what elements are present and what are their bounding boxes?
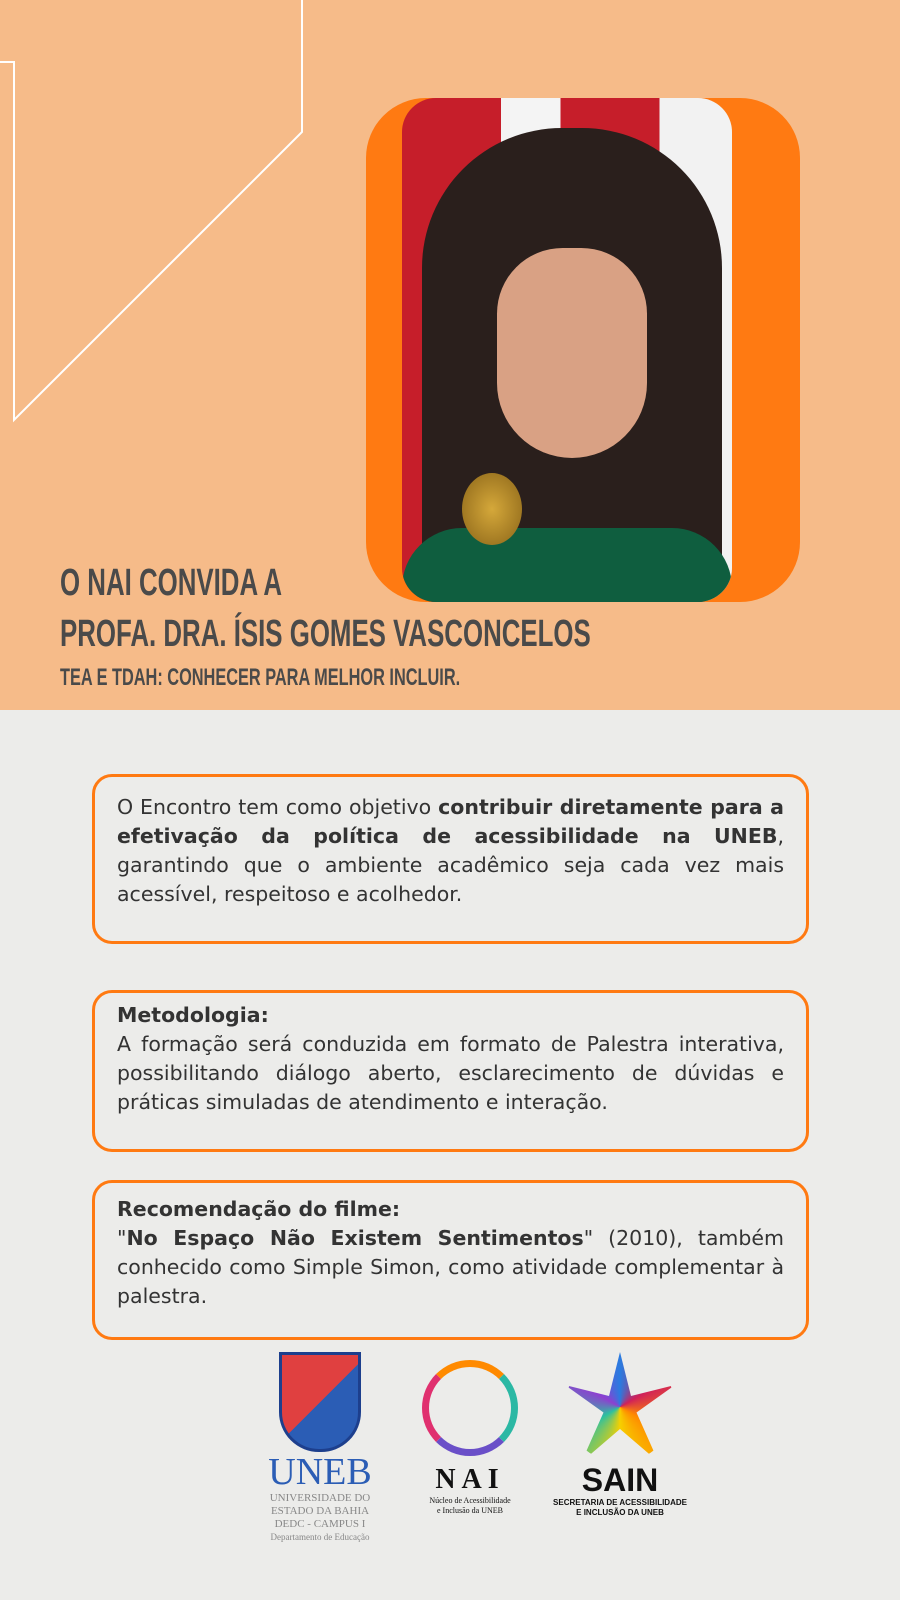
sain-hands-icon (565, 1352, 675, 1462)
uneb-line2: ESTADO DA BAHIA (270, 1505, 370, 1517)
nai-line1: Núcleo de Acessibilidade (429, 1496, 511, 1505)
methodology-box (92, 990, 809, 1152)
uneb-line1: UNIVERSIDADE DO (269, 1492, 371, 1504)
film-heading: Recomendação do filme: (117, 1197, 401, 1221)
methodology-text: A formação será conduzida em formato de Palestra interativa, possibilitando diálogo aberto, esclarecimento de dúvidas e práticas simuladas de atendimento e interação. (117, 1032, 784, 1114)
objective-box (92, 774, 809, 944)
nai-logo (410, 1352, 530, 1516)
sain-logo (550, 1352, 690, 1518)
speaker-name: PROFA. DRA. ÍSIS GOMES VASCONCELOS (60, 613, 591, 655)
uneb-line3: DEDC - CAMPUS I (274, 1518, 366, 1530)
nai-name: NAI (435, 1464, 505, 1495)
methodology-heading: Metodologia: (117, 1003, 269, 1027)
nai-ring-icon (422, 1360, 518, 1456)
logos-footer (0, 1352, 900, 1592)
uneb-name: UNEB (268, 1451, 372, 1493)
talk-title: TEA E TDAH: CONHECER PARA MELHOR INCLUIR. (60, 664, 461, 691)
sain-line1: SECRETARIA DE ACESSIBILIDADE (553, 1498, 687, 1507)
objective-text: O Encontro tem como objetivo (117, 795, 439, 819)
sain-name: SAIN (581, 1462, 659, 1498)
uneb-crest-icon (279, 1352, 361, 1452)
quote-mark: " (117, 1226, 127, 1250)
nai-line2: e Inclusão da UNEB (437, 1506, 503, 1515)
sain-line2: E INCLUSÃO DA UNEB (576, 1508, 664, 1517)
objective-bold: contribuir diretamente para a efetivação da política de acessibilidade na UNEB (117, 795, 784, 848)
objective-text-end: , garantindo que o ambiente acadêmico seja cada vez mais acessível, respeitoso e acolhedor. (117, 824, 784, 906)
film-box (92, 1180, 809, 1340)
uneb-line4: Departamento de Educação (270, 1532, 370, 1542)
uneb-logo (250, 1352, 390, 1544)
invite-heading: O NAI CONVIDA A (60, 562, 283, 604)
film-title: No Espaço Não Existem Sentimentos (126, 1226, 584, 1250)
film-text: " (2010), também conhecido como Simple Simon, como atividade complementar à palestra. (117, 1226, 784, 1308)
header-section (0, 0, 900, 710)
speaker-photo (402, 98, 732, 602)
